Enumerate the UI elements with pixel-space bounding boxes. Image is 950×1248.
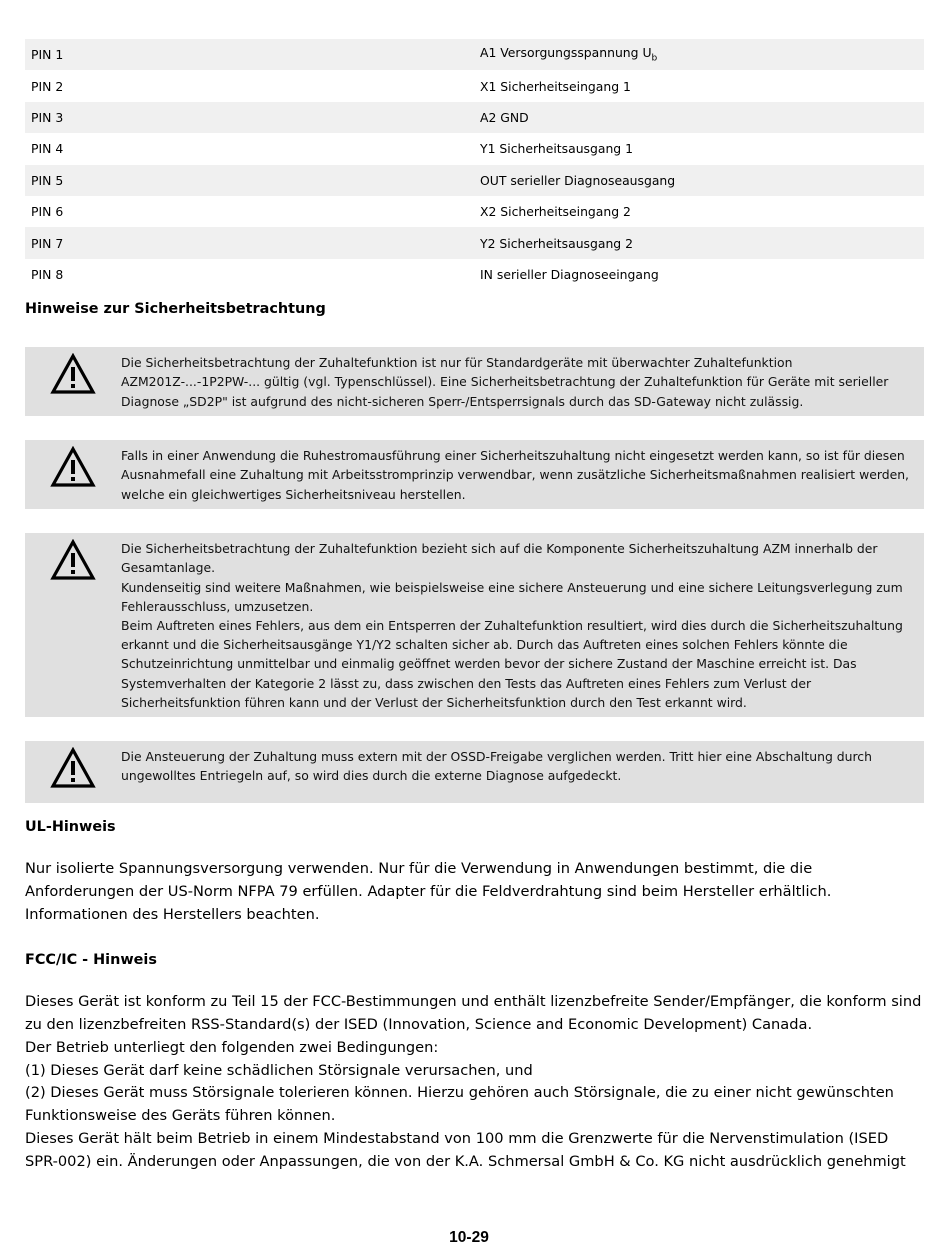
warning-box: [25, 347, 924, 416]
pin-cell: PIN 1: [25, 39, 474, 70]
fcc-line: Dieses Gerät hält beim Betrieb in einem Mindestabstand von 100 mm die Grenzwerte für die Nervenstimulation (ISED SPR-002) ein. Änderungen oder Anpassungen, die von der K.A. Schmersal GmbH & Co. KG nicht ausdrücklich genehmigt: [25, 1130, 906, 1171]
function-cell: A2 GND: [474, 102, 924, 133]
warning-triangle-icon: [25, 747, 121, 789]
function-cell: X2 Sicherheitseingang 2: [480, 204, 631, 220]
fcc-line: Der Betrieb unterliegt den folgenden zwei Bedingungen:: [25, 1038, 439, 1056]
pin-assignment-table: [25, 39, 924, 290]
table-row: [25, 133, 924, 164]
table-row: [25, 102, 924, 133]
section-heading-fcc: FCC/IC - Hinweis: [25, 951, 157, 968]
pin-cell: PIN 8: [31, 266, 64, 282]
table-row: [25, 39, 924, 70]
warning-box: [25, 533, 924, 717]
warning-text: Beim Auftreten eines Fehlers, aus dem ein Entsperren der Zuhaltefunktion resultiert, wird dies durch die Sicherheitszuhaltung erkannt und die Sicherheitsausgänge Y1/Y2 schalten sicher ab. Durch das Auftreten eines solchen Fehlers könnte die Schutzeinrichtung unmittelbar und einmalig geöffnet werden bevor der sichere Zustand der Maschine erreicht ist. Das Systemverhalten der Kategorie 2 lässt zu, dass zwischen den Tests das Auftreten eines Fehlers zum Verlust der Sicherheitsfunktion führen kann und der Verlust der Sicherheitsfunktion durch den Test erkannt wird.: [121, 617, 903, 710]
table-row: [25, 259, 924, 290]
function-cell: Y2 Sicherheitsausgang 2: [474, 227, 924, 258]
pin-cell: PIN 5: [25, 165, 474, 196]
pin-cell: PIN 7: [25, 227, 474, 258]
table-row: [25, 196, 924, 227]
pin-cell: PIN 2: [31, 78, 64, 94]
warning-text: Kundenseitig sind weitere Maßnahmen, wie beispielsweise eine sichere Ansteuerung und eine sichere Leitungsverlegung zum Fehlerausschluss, umzusetzen.: [121, 579, 903, 614]
pin-cell: PIN 6: [31, 204, 64, 220]
function-cell: OUT serieller Diagnoseausgang: [474, 165, 924, 196]
fcc-line: Dieses Gerät ist konform zu Teil 15 der FCC-Bestimmungen und enthält lizenzbefreite Sender/Empfänger, die konform sind zu den lizenzbefreiten RSS-Standard(s) der ISED (Innovation, Science and Economic Development) Canada.: [25, 992, 922, 1033]
fcc-paragraph: [25, 991, 924, 1174]
page-number: 10-29: [449, 1229, 489, 1246]
warning-box: [25, 741, 924, 803]
fcc-line: (1) Dieses Gerät darf keine schädlichen Störsignale verursachen, und: [25, 1061, 533, 1079]
section-heading-ul: UL-Hinweis: [25, 819, 116, 836]
warning-triangle-icon: [25, 539, 121, 581]
table-row: [25, 227, 924, 258]
warning-triangle-icon: [25, 446, 121, 488]
subscript: b: [651, 53, 658, 64]
ul-paragraph: Nur isolierte Spannungsversorgung verwenden. Nur für die Verwendung in Anwendungen bestimmt, die die Anforderungen der US-Norm NFPA 79 erfüllen. Adapter für die Feldverdrahtung sind beim Hersteller erhältlich. Informationen des Herstellers beachten.: [25, 860, 832, 923]
fcc-line: (2) Dieses Gerät muss Störsignale tolerieren können. Hierzu gehören auch Störsignale, die zu einer nicht gewünschten Funktionsweise des Geräts führen können.: [25, 1084, 894, 1125]
warning-triangle-icon: [25, 353, 121, 395]
function-cell: IN serieller Diagnoseeingang: [480, 266, 659, 282]
pin-cell: PIN 4: [31, 141, 64, 157]
document-page: [25, 39, 924, 1174]
function-cell: Y1 Sicherheitsausgang 1: [480, 141, 633, 157]
pin-cell: PIN 3: [25, 102, 474, 133]
function-cell: X1 Sicherheitseingang 1: [480, 78, 631, 94]
table-row: [25, 165, 924, 196]
warning-text: Die Sicherheitsbetrachtung der Zuhaltefunktion ist nur für Standardgeräte mit überwachter Zuhaltefunktion AZM201Z-...-1P2PW-... gültig (vgl. Typenschlüssel). Eine Sicherheitsbetrachtung der Zuhaltefunktion für Geräte mit serieller Diagnose „SD2P" ist aufgrund des nicht-sicheren Sperr-/Entsperrsignals durch das SD-Gateway nicht zulässig.: [121, 355, 889, 409]
function-cell: A1 Versorgungsspannung $U_b$: [474, 39, 924, 70]
warning-box: [25, 440, 924, 509]
table-row: [25, 70, 924, 101]
warning-text: Die Sicherheitsbetrachtung der Zuhaltefunktion bezieht sich auf die Komponente Sicherheitszuhaltung AZM innerhalb der Gesamtanlage.: [121, 541, 878, 576]
warning-text: Falls in einer Anwendung die Ruhestromausführung einer Sicherheitszuhaltung nicht eingesetzt werden kann, so ist für diesen Ausnahmefall eine Zuhaltung mit Arbeitsstromprinzip verwendbar, wenn zusätzliche Sicherheitsmaßnahmen realisiert werden, welche ein gleichwertiges Sicherheitsniveau herstellen.: [121, 448, 909, 502]
warning-text: Die Ansteuerung der Zuhaltung muss extern mit der OSSD-Freigabe verglichen werden. Tritt hier eine Abschaltung durch ungewolltes Entriegeln auf, so wird dies durch die externe Diagnose aufgedeckt.: [121, 749, 872, 784]
section-heading-safety: Hinweise zur Sicherheitsbetrachtung: [25, 301, 326, 318]
